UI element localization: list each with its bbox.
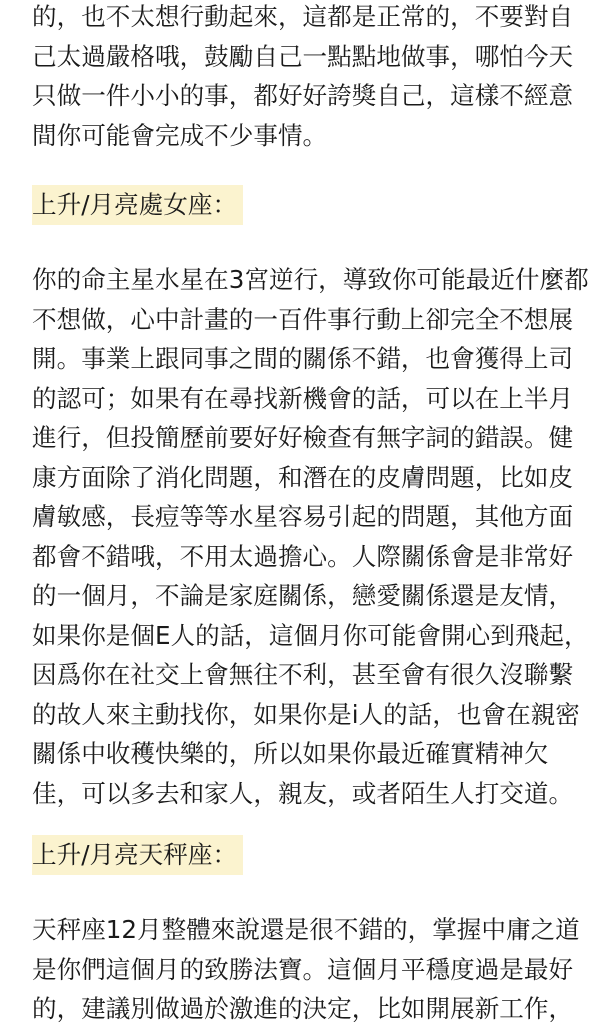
virgo-paragraph: [32, 260, 589, 813]
section-heading-libra: [32, 835, 243, 875]
text-line: 的認可；如果有在尋找新機會的話，可以在上半月: [32, 383, 574, 413]
text-line: 間你可能會完成不少事情。: [32, 120, 328, 150]
text-line: 關係中收穫快樂的，所以如果你最近確實精神欠: [32, 739, 549, 768]
text-line: 開。事業上跟同事之間的關係不錯，也會獲得上司: [32, 344, 574, 373]
text-line: 天秤座12月整體來說還是很不錯的，掌握中庸之道: [32, 915, 580, 944]
text-line: 如果你是個E人的話，這個月你可能會開心到飛起，: [32, 620, 589, 650]
text-line: 的故人來主動找你，如果你是i人的話，也會在親密: [32, 699, 580, 729]
text-line: 因爲你在社交上會無往不利，甚至會有很久沒聯繫: [32, 660, 574, 689]
text-line: 的，建議別做過於激進的決定，比如開展新工作，: [32, 994, 574, 1023]
text-line: 康方面除了消化問題，和潛在的皮膚問題，比如皮: [32, 462, 574, 492]
text-line: 都會不錯哦，不用太過擔心。人際關係會是非常好: [32, 541, 574, 571]
text-line: 的一個月，不論是家庭關係，戀愛關係還是友情，: [32, 581, 574, 610]
virgo-heading: 上升/月亮處女座：: [32, 185, 243, 225]
text-line: 己太過嚴格哦，鼓勵自己一點點地做事，哪怕今天: [32, 41, 574, 71]
text-line: 不想做，心中計畫的一百件事行動上卻完全不想展: [32, 304, 574, 334]
text-line: 只做一件小小的事，都好好誇獎自己，這樣不經意: [32, 81, 574, 110]
section-heading-virgo: [32, 185, 243, 225]
text-line: 佳，可以多去和家人，親友，或者陌生人打交道。: [32, 778, 574, 808]
text-line: 是你們這個月的致勝法寶。這個月平穩度過是最好: [32, 954, 574, 984]
libra-paragraph: [32, 910, 580, 1029]
text-line: 膚敏感，長痘等等水星容易引起的問題，其他方面: [32, 502, 574, 531]
text-line: 的，也不太想行動起來，這都是正常的，不要對自: [32, 2, 574, 31]
text-line: 你的命主星水星在3宮逆行，導致你可能最近什麼都: [32, 265, 589, 294]
libra-heading: 上升/月亮天秤座：: [32, 835, 243, 875]
text-line: 進行，但投簡歷前要好好檢查有無字詞的錯誤。健: [32, 423, 574, 452]
intro-paragraph: [32, 0, 573, 155]
